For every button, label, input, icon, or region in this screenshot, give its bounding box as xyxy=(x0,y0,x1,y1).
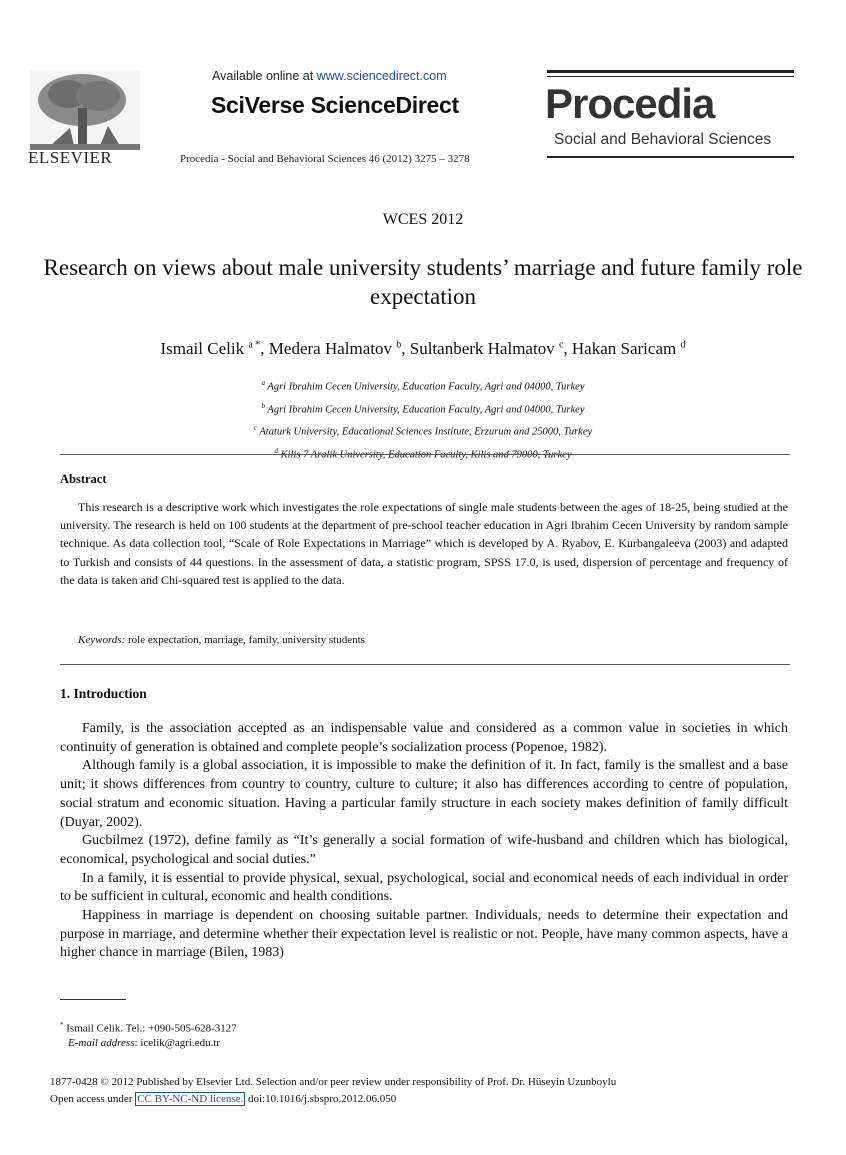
footnote-contact: * Ismail Celik. Tel.: +090-505-628-3127 xyxy=(60,1021,237,1035)
paragraph: Happiness in marriage is dependent on choosing suitable partner. Individuals, needs to determine their expectation and purpose in marriage, and determine whether their expectation level is realistic or not. People, have many common aspects, have a higher chance in marriage (Bilen, 1983) xyxy=(60,908,788,961)
affiliation-item: $^a$ Agri Ibrahim Cecen University, Education Faculty, Agri and 04000, Turkey xyxy=(261,379,585,393)
paragraph: Gucbilmez (1972), define family as “It’s generally a social formation of wife-husband and children which has biological, economical, psychological and social duties.” xyxy=(60,833,788,867)
available-online-prefix: Available online at xyxy=(212,69,314,83)
email-address: : icelik@agri.edu.tr xyxy=(134,1037,221,1049)
doi: doi:10.1016/j.sbspro.2012.06.050 xyxy=(245,1093,397,1105)
journal-logo-title: Procedia xyxy=(545,80,715,127)
affiliation-item: $^b$ Agri Ibrahim Cecen University, Education Faculty, Agri and 04000, Turkey xyxy=(261,401,585,415)
sciencedirect-link[interactable]: www.sciencedirect.com xyxy=(316,69,447,83)
publisher-name: ELSEVIER xyxy=(28,148,113,167)
author-affiliation-marker: a * xyxy=(248,339,261,351)
paper-title: Research on views about male university students’ marriage and future family role expectation xyxy=(43,255,803,309)
divider xyxy=(60,664,790,665)
abstract-text: This research is a descriptive work which investigates the role expectations of single male students between the ages of 18-25, being studied at the university. The research is held on 100 students at the department of pre-school teacher education in Agri Ibrahim Cecen University by random sample technique. As data collection tool, “Scale of Role Expectations in Marriage” which is developed by A. Ryabov, E. Kurbangaleeva (2003) and adapted to Turkish and consists of 44 questions. In the assessment of data, a statistic program, SPSS 17.0, is used, dispersion of percentage and frequency of the data is taken and Chi-squared test is applied to the data. xyxy=(60,500,788,587)
paragraph: Family, is the association accepted as an indispensable value and considered as a common value in societies in which continuity of generation is obtained and complete people’s socialization process (Popenoe, 1982). xyxy=(60,721,788,755)
affiliation-list xyxy=(0,374,846,464)
author-affiliation-marker: d xyxy=(680,339,686,351)
author-list: Ismail Celik $^{a *}$, Medera Halmatov $^b$, Sultanberk Halmatov $^c$, Hakan Saricam $^d$ xyxy=(160,339,686,358)
journal-logo-subtitle: Social and Behavioral Sciences xyxy=(554,131,772,148)
divider xyxy=(60,454,790,455)
affiliation-item: d xyxy=(274,446,278,455)
available-online xyxy=(212,69,447,83)
footnote-rule xyxy=(60,999,126,1000)
introduction-body xyxy=(60,720,788,963)
license-link[interactable]: CC BY-NC-ND license. xyxy=(137,1093,244,1105)
author-name: Sultanberk Halmatov xyxy=(409,339,555,358)
section-heading: 1. Introduction xyxy=(60,686,147,701)
footnote-email xyxy=(68,1037,220,1049)
journal-logo-rule-bottom xyxy=(547,156,794,158)
author-name: Hakan Saricam xyxy=(571,339,677,358)
open-access-prefix: Open access under xyxy=(50,1093,136,1105)
keywords xyxy=(78,634,365,646)
journal-reference: Procedia - Social and Behavioral Sciences 46 (2012) 3275 – 3278 xyxy=(180,153,470,165)
platform-name: SciVerse ScienceDirect xyxy=(211,92,459,118)
copyright-notice: 1877-0428 © 2012 Published by Elsevier Ltd. Selection and/or peer review under responsibility of Prof. Dr. Hüseyin Uzunboylu xyxy=(50,1076,617,1088)
keywords-text: role expectation, marriage, family, university students xyxy=(125,634,365,646)
tree-logo-icon xyxy=(30,70,140,150)
journal-logo-rule-top xyxy=(547,70,794,73)
keywords-label: Keywords: xyxy=(78,634,126,646)
footnote-marker: * xyxy=(60,1021,64,1029)
conference-name: WCES 2012 xyxy=(382,211,464,228)
author-name: Ismail Celik xyxy=(160,339,245,358)
affiliation-item: $^c$ Ataturk University, Educational Sciences Institute, Erzurum and 25000, Turkey xyxy=(253,424,593,438)
author-affiliation-marker: b xyxy=(396,339,402,351)
email-label: E-mail address xyxy=(68,1037,135,1049)
paragraph: In a family, it is essential to provide physical, sexual, psychological, social and economical needs of each individual in order to be sufficient in cultural, economic and health conditions. xyxy=(60,870,788,905)
paragraph: Although family is a global association, it is impossible to make the definition of it. In fact, family is the smallest and a base unit; it shows differences from country to country, culture to culture; it also has differences according to centre of population, social stratum and economic situation. Having a particular family structure in each society makes definition of family difficult (Duyar, 2002). xyxy=(60,758,788,830)
abstract-heading: Abstract xyxy=(60,472,107,486)
author-affiliation-marker: c xyxy=(558,339,564,351)
author-name: Medera Halmatov xyxy=(268,339,392,358)
open-access-line xyxy=(50,1093,396,1105)
journal-logo-rule-top-thin xyxy=(547,76,794,77)
